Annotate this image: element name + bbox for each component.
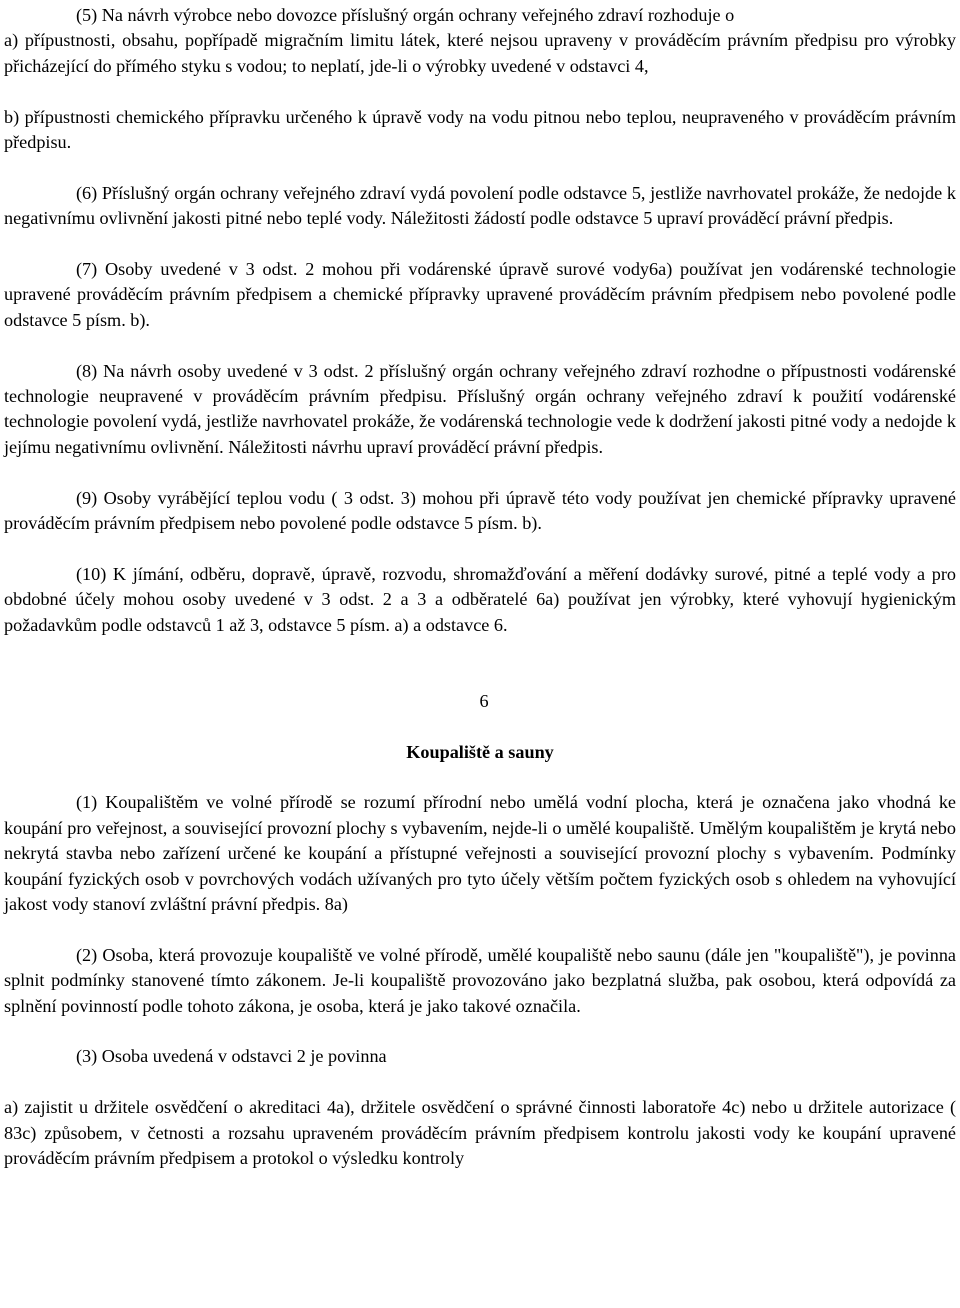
spacer (4, 79, 956, 104)
paragraph-6: (6) Příslušný orgán ochrany veřejného zdraví vydá povolení podle odstavce 5, jestliže navrhovatel prokáže, že nedojde k negativnímu ovlivnění jakosti pitné nebo teplé vody. Náležitosti žádostí podle odstavce 5 upraví prováděcí právní předpis. (4, 182, 956, 229)
spacer (4, 155, 956, 180)
section-title: Koupaliště a sauny (406, 741, 554, 762)
section-number: 6 (479, 690, 489, 711)
spacer (4, 460, 956, 485)
paragraph-5-item-b: b) přípustnosti chemického přípravku určeného k úpravě vody na vodu pitnou nebo teplou, neupraveného v prováděcím právním předpisu. (4, 106, 956, 153)
spacer (4, 663, 956, 688)
spacer (4, 917, 956, 942)
section-paragraph-1: (1) Koupalištěm ve volné přírodě se rozumí přírodní nebo umělá vodní plocha, která je označena jako vhodná ke koupání pro veřejnost, a související provozní plochy s vybavením, nejde-li o umělé koupaliště. Umělým koupalištěm je krytá nebo nekrytá stavba nebo zařízení určené ke koupání a přístupné veřejnosti a související provozní plochy s vybavením. Podmínky koupání fyzických osob v povrchových vodách užívaných pro tyto účely větším počtem fyzických osob s ohledem na vyhovující jakost vody stanoví zvláštní právní předpis. 8a) (4, 792, 956, 915)
spacer (4, 536, 956, 561)
spacer (4, 765, 956, 790)
spacer (4, 1019, 956, 1044)
spacer (4, 714, 956, 739)
section-paragraph-3-item-a: a) zajistit u držitele osvědčení o akreditaci 4a), držitele osvědčení o správné činnosti laboratoře 4c) nebo u držitele autorizace ( 83c) způsobem, v četnosti a rozsahu upraveném prováděcím právním předpisem kontrolu jakosti vody ke koupání upravené prováděcím právním předpisem a protokol o výsledku kontroly (4, 1097, 956, 1169)
paragraph-8: (8) Na návrh osoby uvedené v 3 odst. 2 příslušný orgán ochrany veřejného zdraví rozhodne o přípustnosti vodárenské technologie neupravené v prováděcím právním předpisu. Příslušný orgán ochrany veřejného zdraví k použití vodárenské technologie povolení vydá, jestliže navrhovatel prokáže, že vodárenská technologie vede k dodržení jakosti pitné vody a nedojde k jejímu negativnímu ovlivnění. Náležitosti návrhu upraví prováděcí právní předpis. (4, 360, 956, 457)
paragraph-10: (10) K jímání, odběru, dopravě, úpravě, rozvodu, shromažďování a měření dodávky surové, pitné a teplé vody a pro obdobné účely mohou osoby uvedené v 3 odst. 2 a 3 a odběratelé 6a) používat jen výrobky, které vyhovují hygienickým požadavkům podle odstavců 1 až 3, odstavce 5 písm. a) a odstavce 6. (4, 563, 956, 635)
section-paragraph-2: (2) Osoba, která provozuje koupaliště ve volné přírodě, umělé koupaliště nebo saunu (dále jen "koupaliště"), je povinna splnit podmínky stanovené tímto zákonem. Je-li koupaliště provozováno jako bezplatná služba, pak osobou, která odpovídá za splnění povinností podle tohoto zákona, je osoba, která je jako takové označila. (4, 944, 956, 1016)
paragraph-5-item-a: a) přípustnosti, obsahu, popřípadě migračním limitu látek, které nejsou upraveny v prováděcím právním předpisu pro výrobky přicházející do přímého styku s vodou; to neplatí, jde-li o výrobky uvedené v odstavci 4, (4, 30, 956, 76)
paragraph-5-intro: (5) Na návrh výrobce nebo dovozce příslušný orgán ochrany veřejného zdraví rozhoduje o (76, 5, 735, 25)
paragraph-7: (7) Osoby uvedené v 3 odst. 2 mohou při vodárenské úpravě surové vody6a) používat jen vodárenské technologie upravené prováděcím právním předpisem a chemické přípravky upravené prováděcím právním předpisem nebo povolené podle odstavce 5 písm. b). (4, 259, 956, 330)
paragraph-9: (9) Osoby vyrábějící teplou vodu ( 3 odst. 3) mohou při úpravě této vody používat jen chemické přípravky upravené prováděcím právním předpisem nebo povolené podle odstavce 5 písm. b). (4, 487, 956, 534)
spacer (4, 232, 956, 257)
spacer (4, 333, 956, 358)
spacer (4, 638, 956, 663)
section-paragraph-3: (3) Osoba uvedená v odstavci 2 je povinna (76, 1046, 387, 1067)
spacer (4, 1070, 956, 1095)
